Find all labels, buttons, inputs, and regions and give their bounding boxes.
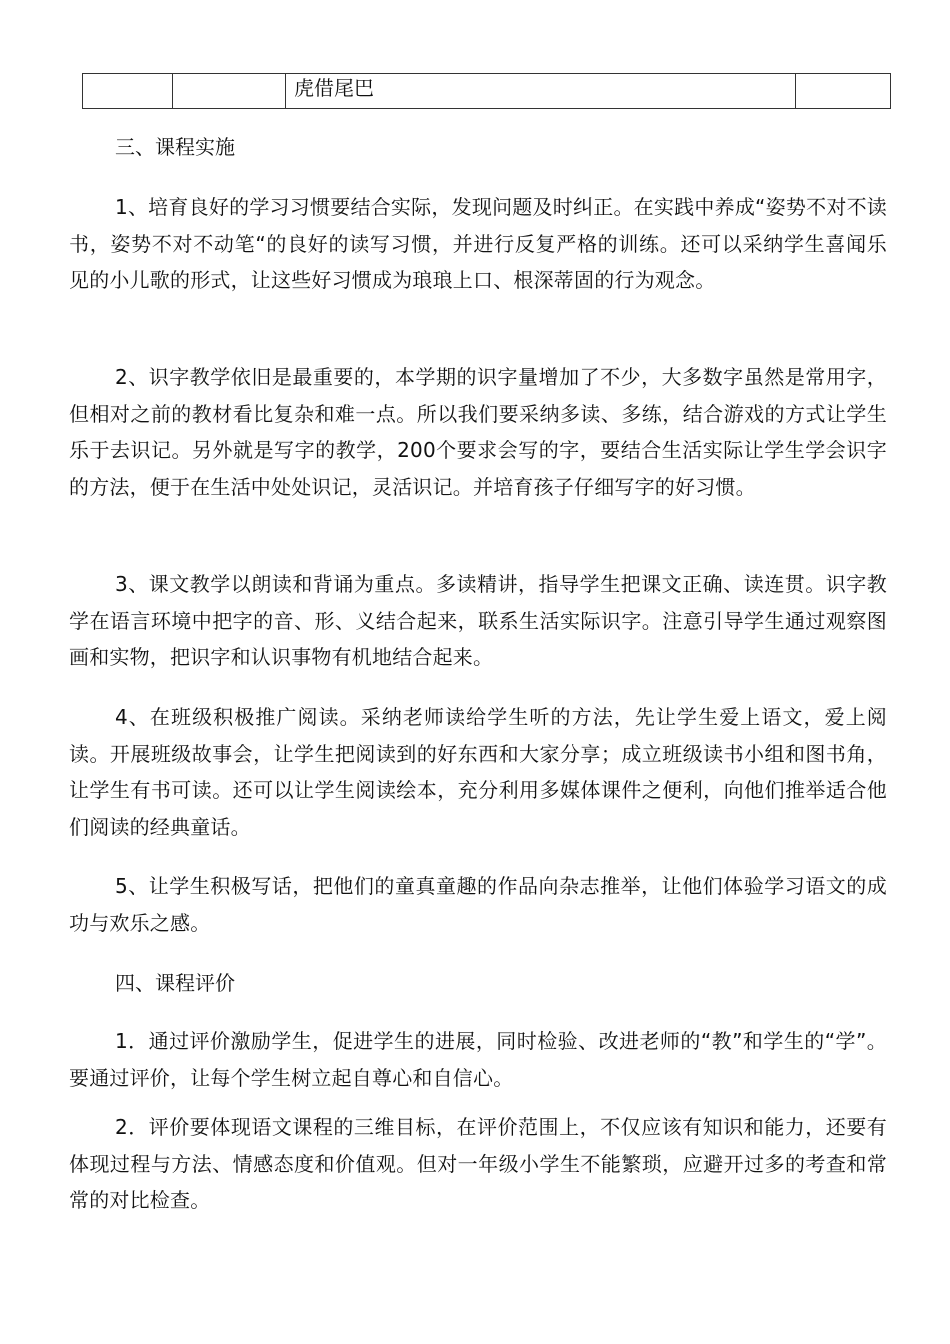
paragraph: 1、培育良好的学习习惯要结合实际，发现问题及时纠正。在实践中养成“姿势不对不读书，姿势不对不动笔“的良好的读写习惯，并进行反复严格的训练。还可以采纳学生喜闻乐见的小儿歌的形式，让这些好习惯成为琅琅上口、根深蒂固的行为观念。: [69, 195, 887, 292]
table-cell: [173, 74, 286, 109]
paragraph: 5、让学生积极写话，把他们的童真童趣的作品向杂志推举，让他们体验学习语文的成功与欢乐之感。: [69, 874, 887, 935]
table-cell: [796, 74, 891, 109]
paragraph: 2、识字教学依旧是最重要的，本学期的识字量增加了不少，大多数字虽然是常用字，但相对之前的教材看比复杂和难一点。所以我们要采纳多读、多练，结合游戏的方式让学生乐于去识记。另外就是写字的教学，200个要求会写的字，要结合生活实际让学生学会识字的方法，便于在生活中处处识记，灵活识记。并培育孩子仔细写字的好习惯。: [69, 365, 887, 499]
paragraph: 2．评价要体现语文课程的三维目标，在评价范围上，不仅应该有知识和能力，还要有体现过程与方法、情感态度和价值观。但对一年级小学生不能繁琐，应避开过多的考查和常常的对比检查。: [69, 1115, 887, 1212]
table-cell: [83, 74, 173, 109]
table-row: [83, 74, 891, 109]
paragraph: 3、课文教学以朗读和背诵为重点。多读精讲，指导学生把课文正确、读连贯。识字教学在语言环境中把字的音、形、义结合起来，联系生活实际识字。注意引导学生通过观察图画和实物，把识字和认识事物有机地结合起来。: [69, 572, 887, 669]
paragraph: 1．通过评价激励学生，促进学生的进展，同时检验、改进老师的“教”和学生的“学”。要通过评价，让每个学生树立起自尊心和自信心。: [69, 1029, 887, 1090]
section-heading-evaluation: 四、课程评价: [115, 971, 235, 995]
section-heading-implementation: 三、课程实施: [115, 135, 235, 159]
lesson-table: [82, 73, 891, 109]
table-cell-lesson-title: 虎借尾巴: [286, 74, 796, 109]
paragraph: 4、在班级积极推广阅读。采纳老师读给学生听的方法，先让学生爱上语文，爱上阅读。开展班级故事会，让学生把阅读到的好东西和大家分享；成立班级读书小组和图书角，让学生有书可读。还可以让学生阅读绘本，充分利用多媒体课件之便利，向他们推举适合他们阅读的经典童话。: [69, 705, 887, 839]
